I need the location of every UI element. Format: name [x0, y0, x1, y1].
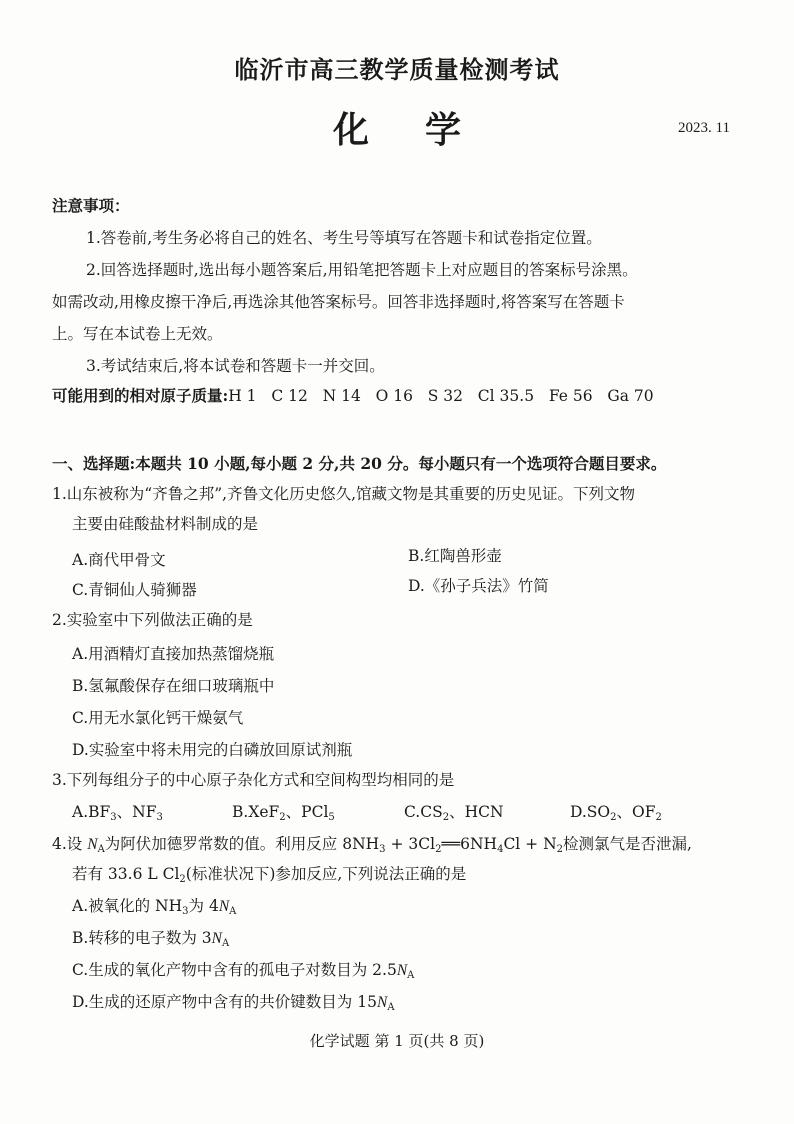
notice-item-2-line-3: 上。写在本试卷上无效。	[52, 325, 223, 343]
exam-title: 临沂市高三教学质量检测考试	[234, 55, 560, 84]
q3-stem: 3.下列每组分子的中心原子杂化方式和空间构型均相同的是	[52, 771, 455, 789]
notice-item-2-line-2: 如需改动,用橡皮擦干净后,再选涂其他答案标号。回答非选择题时,将答案写在答题卡	[52, 293, 625, 311]
q2-option-c: C.用无水氯化钙干燥氨气	[72, 709, 244, 727]
q2-option-b: B.氢氟酸保存在细口玻璃瓶中	[72, 677, 275, 695]
notice-item-1: 1.答卷前,考生务必将自己的姓名、考生号等填写在答题卡和试卷指定位置。	[86, 229, 602, 247]
atomic-mass-label: 可能用到的相对原子质量:	[52, 386, 229, 405]
q3-option-d: $D.SO_2$、$OF_2$	[570, 803, 662, 823]
q3-option-a: $A.BF_3$、$NF_3$	[72, 803, 163, 823]
q4-stem-line-2: 若有 33.6 L $Cl_2$(标准状况下)参加反应,下列说法正确的是	[72, 865, 467, 885]
q1-option-b: B.红陶兽形壶	[408, 547, 502, 565]
q1-option-c: C.青铜仙人骑狮器	[72, 581, 197, 599]
q4-option-a: A.被氧化的 $NH_3$为 $4N_A$	[72, 897, 237, 917]
q4-option-d: D.生成的还原产物中含有的共价键数目为 $15N_A$	[72, 993, 395, 1013]
q1-option-a: A.商代甲骨文	[72, 551, 166, 569]
notice-item-2-line-1: 2.回答选择题时,选出每小题答案后,用铅笔把答题卡上对应题目的答案标号涂黑。	[86, 261, 638, 279]
q1-stem-line-2: 主要由硅酸盐材料制成的是	[72, 515, 259, 533]
notice-item-3: 3.考试结束后,将本试卷和答题卡一并交回。	[86, 357, 385, 375]
atomic-mass-values: H 1 C 12 N 14 O 16 S 32 Cl 35.5 Fe 56 Ga 70	[228, 387, 654, 405]
q4-option-b: B.转移的电子数为 $3N_A$	[72, 929, 230, 949]
q2-stem: 2.实验室中下列做法正确的是	[52, 611, 253, 629]
section-1-heading: 一、选择题:本题共 10 小题,每小题 2 分,共 20 分。每小题只有一个选项符合题目要求。	[52, 454, 667, 473]
q4-option-c: C.生成的氧化产物中含有的孤电子对数目为 $2.5N_A$	[72, 961, 415, 981]
q4-stem-line-1: 4.设 $N_A$为阿伏加德罗常数的值。利用反应 $8NH_3$ + $3Cl_2══6NH_4Cl + N_2$检测氯气是否泄漏,	[52, 835, 692, 855]
q2-option-d: D.实验室中将未用完的白磷放回原试剂瓶	[72, 741, 353, 759]
q1-stem-line-1: 1.山东被称为“齐鲁之邦”,齐鲁文化历史悠久,馆藏文物是其重要的历史见证。下列文物	[52, 485, 635, 503]
q3-option-b: B.XeF$_2$、PCl$_5$	[232, 803, 335, 823]
page-footer: 化学试题 第 1 页(共 8 页)	[309, 1032, 485, 1050]
q2-option-a: A.用酒精灯直接加热蒸馏烧瓶	[72, 645, 275, 663]
notice-heading: 注意事项：	[52, 196, 130, 215]
exam-date: 2023. 11	[678, 120, 730, 136]
atomic-mass-line	[52, 384, 754, 408]
subject-title: 化学	[332, 109, 517, 151]
q3-option-c: $C.CS_2$、HCN	[404, 803, 504, 823]
q1-option-d: D.《孙子兵法》竹简	[408, 577, 549, 595]
